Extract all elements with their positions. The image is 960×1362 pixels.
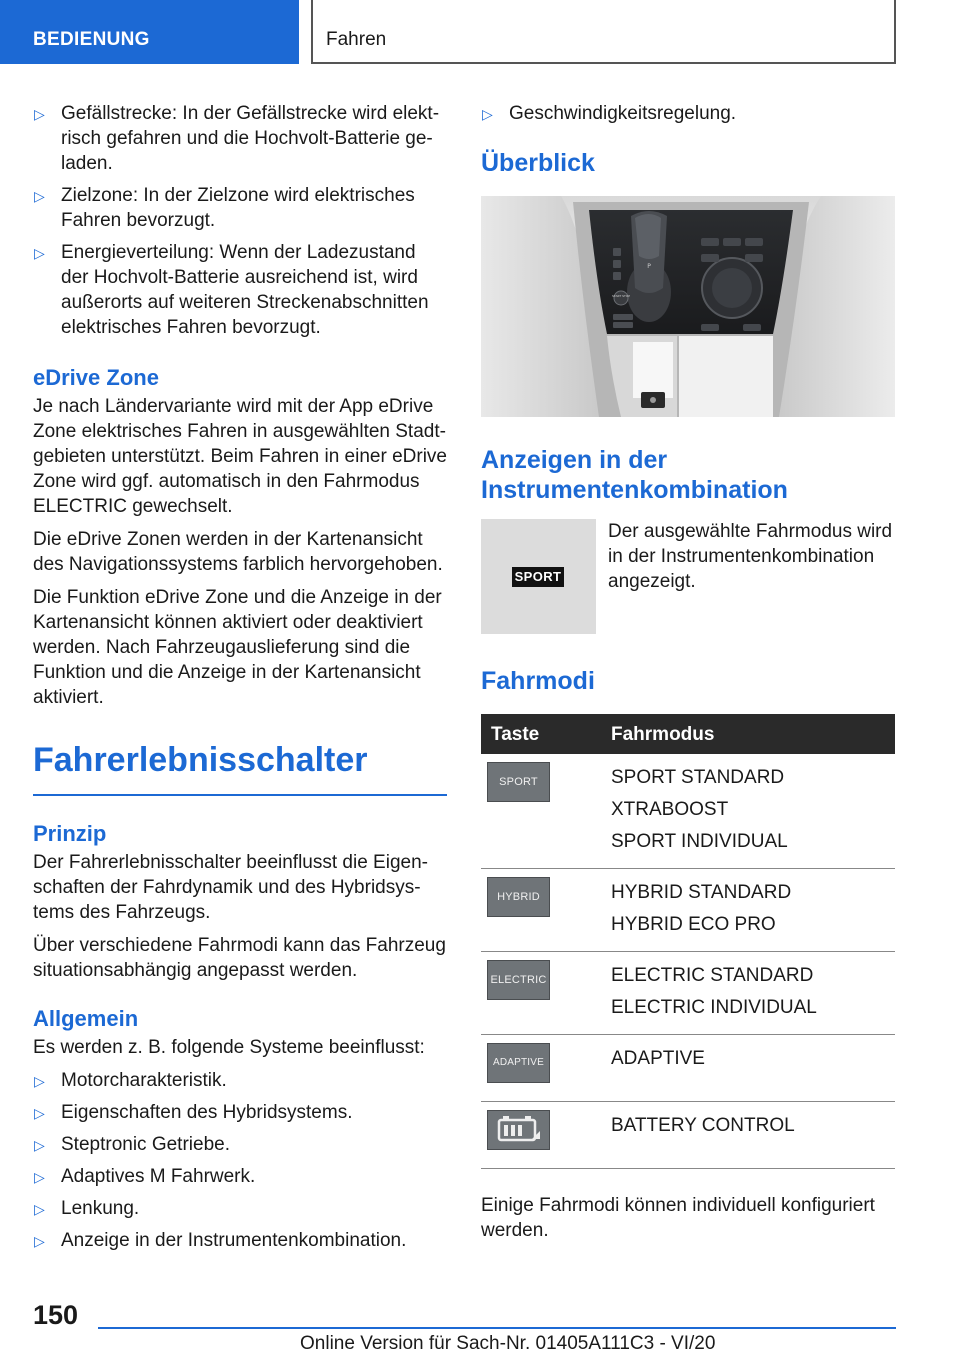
- table-row: [481, 1035, 895, 1102]
- list-item: ▷ Lenkung.: [33, 1196, 447, 1221]
- table-row: [481, 952, 895, 1035]
- edrive-paragraph-1: Je nach Ländervariante wird mit der App eDrive Zone elektrisches Fahren in ausgewählten Stadt-gebieten unterstützt. Beim Fahren in einer eDrive Zone wird ggf. automatisch in den Fahrmodus ELECTRIC gewechselt.: [33, 396, 447, 517]
- battery-control-icon: [488, 1111, 549, 1149]
- prinzip-heading: Prinzip: [33, 821, 107, 846]
- table-cell-modes: ELECTRIC STANDARD ELECTRIC INDIVIDUAL: [601, 952, 895, 1035]
- triangle-bullet-icon: ▷: [34, 245, 45, 261]
- anzeige-heading: Anzeigen in der Instrumentenkombination: [481, 446, 788, 504]
- table-cell-key: [481, 1102, 601, 1169]
- driving-modes-table: [481, 714, 895, 1169]
- list-item: ▷ Zielzone: In der Zielzone wird elektrisches Fahren bevorzugt.: [34, 185, 415, 231]
- table-cell-key: [481, 952, 601, 1035]
- route-bullets: [33, 101, 447, 340]
- fahrmodi-heading: Fahrmodi: [481, 667, 595, 695]
- center-console-photo: [481, 196, 895, 417]
- cluster-display-image: [481, 519, 596, 634]
- hybrid-button-image: HYBRID: [487, 877, 550, 917]
- edrive-heading: eDrive Zone: [33, 365, 159, 390]
- list-item: ▷ Gefällstrecke: In der Gefällstrecke wird elekt-risch gefahren und die Hochvolt-Batterie ge-laden.: [34, 103, 440, 174]
- list-item: ▷ Eigenschaften des Hybridsystems.: [33, 1100, 447, 1125]
- table-cell-modes: BATTERY CONTROL: [601, 1102, 895, 1169]
- prinzip-paragraph-2: Über verschiedene Fahrmodi kann das Fahrzeug situationsabhängig angepasst werden.: [33, 935, 446, 981]
- triangle-bullet-icon: ▷: [34, 188, 45, 204]
- table-row: [481, 754, 895, 869]
- table-row: [481, 869, 895, 952]
- list-item: ▷ Motorcharakteristik.: [33, 1068, 447, 1093]
- right-column: [481, 101, 895, 1251]
- column-header-key: Taste: [481, 714, 601, 754]
- chapter-header: [311, 0, 896, 64]
- configurable-note: Einige Fahrmodi können individuell konfiguriert werden.: [481, 1195, 875, 1241]
- allgemein-paragraph: Es werden z. B. folgende Systeme beeinflusst:: [33, 1037, 425, 1058]
- edrive-paragraph-3: Die Funktion eDrive Zone und die Anzeige in der Kartenansicht können aktiviert oder deaktiviert werden. Nach Fahrzeugauslieferung sind die Funktion und die Anzeige in der Kartenansicht aktiviert.: [33, 587, 442, 708]
- sport-button-image: SPORT: [487, 762, 550, 802]
- table-row: [481, 1102, 895, 1169]
- triangle-bullet-icon: ▷: [34, 1073, 45, 1089]
- adaptive-button-image: ADAPTIVE: [487, 1043, 550, 1083]
- main-heading: Fahrerlebnisschalter: [33, 740, 447, 796]
- edrive-paragraph-2: Die eDrive Zonen werden in der Kartenansicht des Navigationssystems farblich hervorgehoben.: [33, 529, 443, 575]
- cluster-display-block: [481, 519, 895, 634]
- list-item: ▷ Steptronic Getriebe.: [33, 1132, 447, 1157]
- systems-list: [33, 1068, 447, 1253]
- table-cell-key: [481, 754, 601, 869]
- section-label: BEDIENUNG: [33, 29, 150, 50]
- battery-control-button-image: [487, 1110, 550, 1150]
- chapter-label: Fahren: [326, 29, 387, 50]
- triangle-bullet-icon: ▷: [34, 106, 45, 122]
- list-item: ▷ Energieverteilung: Wenn der Ladezustand der Hochvolt-Batterie ausreichend ist, wird außerorts auf weiteren Streckenabschnitten elektrisches Fahren bevorzugt.: [34, 242, 429, 338]
- table-cell-modes: SPORT STANDARD XTRABOOST SPORT INDIVIDUAL: [601, 754, 895, 869]
- cluster-display-text: Der ausgewählte Fahrmodus wird in der Instrumentenkombination angezeigt.: [608, 521, 893, 592]
- svg-text:P: P: [647, 263, 651, 270]
- allgemein-heading: Allgemein: [33, 1006, 139, 1031]
- table-header-row: [481, 714, 895, 754]
- sport-display-badge: SPORT: [512, 567, 564, 587]
- footer-version-text: Online Version für Sach-Nr. 01405A111C3 - VI/20: [300, 1333, 716, 1354]
- list-item: ▷ Geschwindigkeitsregelung.: [481, 101, 895, 126]
- triangle-bullet-icon: ▷: [34, 1201, 45, 1217]
- route-bullets-cont: [481, 101, 895, 126]
- svg-text:START STOP: START STOP: [611, 294, 631, 298]
- triangle-bullet-icon: ▷: [34, 1169, 45, 1185]
- list-item: ▷ Adaptives M Fahrwerk.: [33, 1164, 447, 1189]
- footer-divider: [98, 1327, 896, 1329]
- table-cell-modes: HYBRID STANDARD HYBRID ECO PRO: [601, 869, 895, 952]
- triangle-bullet-icon: ▷: [482, 106, 493, 122]
- electric-button-image: ELECTRIC: [487, 960, 550, 1000]
- triangle-bullet-icon: ▷: [34, 1105, 45, 1121]
- left-column: [33, 101, 447, 1260]
- ueberblick-heading: Überblick: [481, 149, 595, 177]
- table-cell-key: [481, 1035, 601, 1102]
- section-tab: [0, 0, 299, 64]
- prinzip-paragraph-1: Der Fahrerlebnisschalter beeinflusst die Eigen-schaften der Fahrdynamik und des Hybridsys-tems des Fahrzeugs.: [33, 852, 428, 923]
- triangle-bullet-icon: ▷: [34, 1137, 45, 1153]
- list-item: ▷ Anzeige in der Instrumentenkombination.: [33, 1228, 447, 1253]
- page-number: 150: [33, 1300, 79, 1330]
- table-cell-modes: ADAPTIVE: [601, 1035, 895, 1102]
- column-header-mode: Fahrmodus: [601, 714, 895, 754]
- triangle-bullet-icon: ▷: [34, 1233, 45, 1249]
- table-cell-key: [481, 869, 601, 952]
- center-console-illustration: [481, 196, 895, 417]
